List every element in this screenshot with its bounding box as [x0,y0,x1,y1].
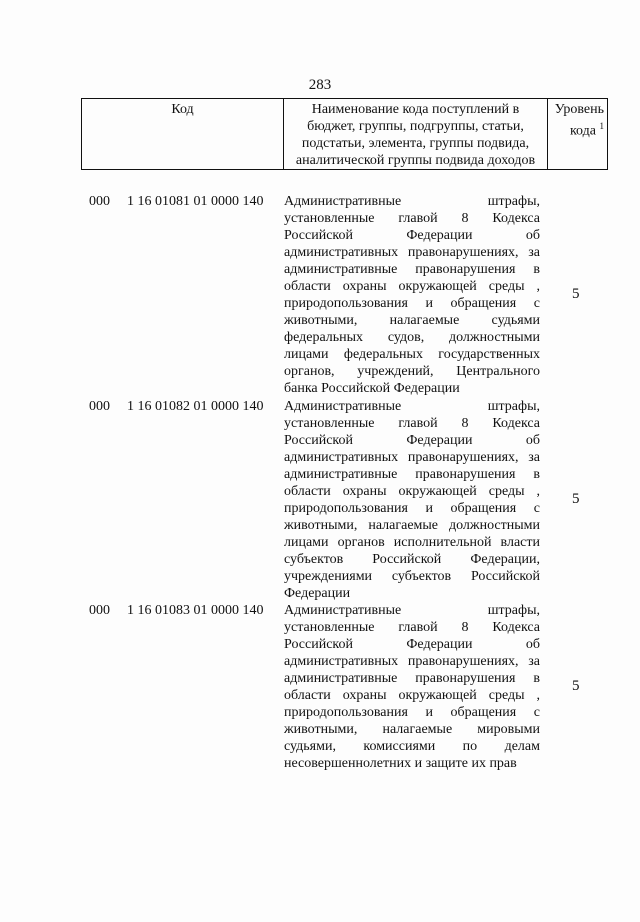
revenue-name [284,398,540,602]
revenue-name [284,193,540,397]
header-level-line: Уровень [554,102,604,117]
header-name-line: Наименование кода поступлений в [311,102,520,117]
revenue-name-line: животными, налагаемые мировыми [284,722,540,737]
footnote-marker: 1 [599,121,604,131]
revenue-name-line: области охраны окружающей среды , [284,279,540,294]
revenue-name-line: административные правонарушения в [284,467,540,482]
header-level-line [548,118,604,140]
revenue-name-line: Административные штрафы, [284,603,540,618]
level-code: 5 [572,286,580,302]
revenue-name-line: установленные главой 8 Кодекса [284,416,540,431]
header-code: Код [82,99,284,170]
revenue-name-line: административные правонарушения в [284,262,540,277]
header-name [284,99,548,170]
revenue-name-line: банка Российской Федерации [284,381,460,396]
revenue-name-line: животными, налагаемые судьями [284,313,540,328]
revenue-code: 1 16 01083 01 0000 140 [127,603,264,618]
revenue-name-line: органов, учреждений, Центрального [284,364,540,379]
revenue-name-line: установленные главой 8 Кодекса [284,620,540,635]
revenue-name-line: Административные штрафы, [284,194,540,209]
revenue-name-line: области охраны окружающей среды , [284,484,540,499]
header-name-line: подстатьи, элемента, группы подвида, [301,136,530,151]
revenue-name-line: области охраны окружающей среды , [284,688,540,703]
admin-code: 000 [89,603,110,618]
revenue-name-line: административных правонарушениях, за [284,450,540,465]
header-name-line: аналитической группы подвида доходов [295,153,536,168]
revenue-name-line: Российской Федерации об [284,228,540,243]
header-name-line: бюджет, группы, подгруппы, статьи, [307,119,524,134]
revenue-name-line: судьями, комиссиями по делам [284,739,540,754]
revenue-name-line: Российской Федерации об [284,433,540,448]
revenue-name-line: несовершеннолетних и защите их прав [284,756,517,771]
revenue-code: 1 16 01081 01 0000 140 [127,194,264,209]
revenue-name-line: природопользования и обращения с [284,705,540,720]
revenue-name-line: федеральных судов, должностными [284,330,540,345]
revenue-name-line: Российской Федерации об [284,637,540,652]
admin-code: 000 [89,194,110,209]
revenue-name-line: животными, налагаемые должностными [284,518,540,533]
revenue-name-line: лицами федеральных государственных [284,347,540,362]
revenue-name-line: субъектов Российской Федерации, [284,552,540,567]
revenue-name-line: природопользования и обращения с [284,501,540,516]
revenue-name-line: установленные главой 8 Кодекса [284,211,540,226]
revenue-name-line: Федерации [284,586,351,601]
header-level [548,99,608,170]
revenue-name [284,602,540,772]
table-header [81,98,608,170]
revenue-name-line: Административные штрафы, [284,399,540,414]
level-code: 5 [572,678,580,694]
revenue-name-line: учреждениями субъектов Российской [284,569,540,584]
revenue-name-line: лицами органов исполнительной власти [284,535,540,550]
revenue-name-line: административных правонарушениях, за [284,245,540,260]
admin-code: 000 [89,399,110,414]
page-number: 283 [308,77,332,93]
revenue-name-line: административные правонарушения в [284,671,540,686]
level-code: 5 [572,491,580,507]
header-level-word: кода [569,123,596,139]
revenue-code: 1 16 01082 01 0000 140 [127,399,264,414]
revenue-name-line: административных правонарушениях, за [284,654,540,669]
revenue-name-line: природопользования и обращения с [284,296,540,311]
